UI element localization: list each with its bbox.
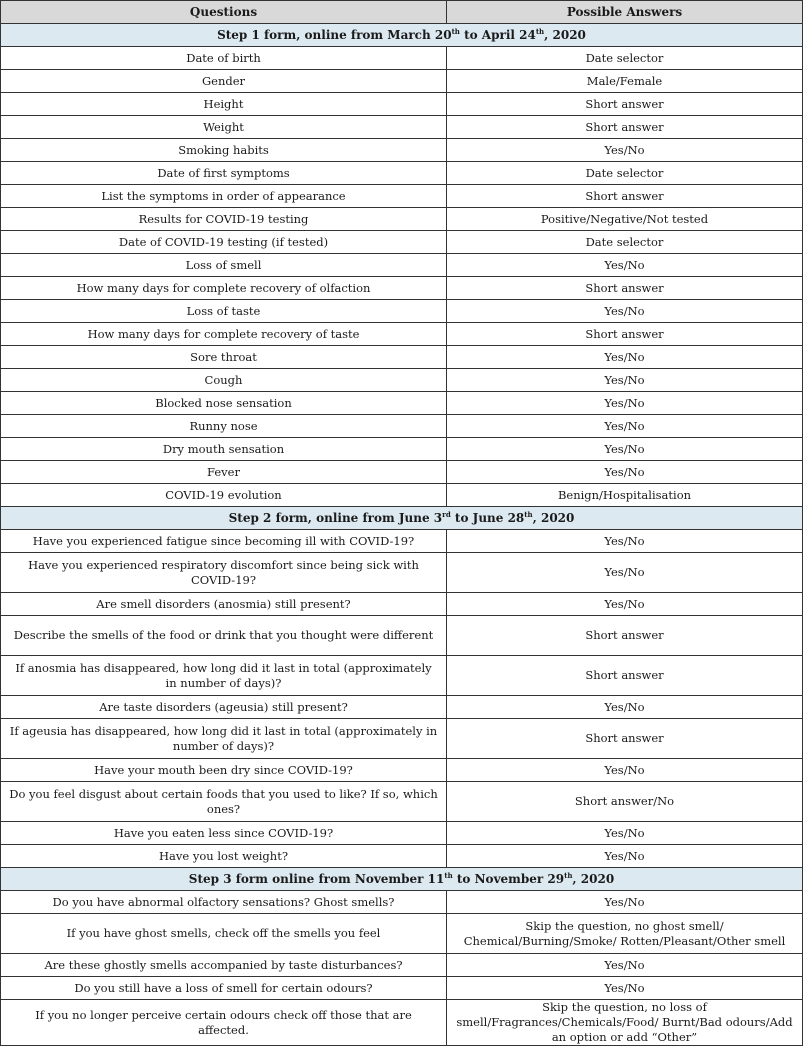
table-row (1, 656, 803, 696)
section-title-sup: th (564, 870, 573, 880)
question-cell: Loss of smell (1, 254, 447, 277)
question-cell: Smoking habits (1, 139, 447, 162)
answer-cell: Short answer (447, 719, 803, 759)
table-row (1, 231, 803, 254)
section-title-sup: th (451, 26, 460, 36)
table-row (1, 254, 803, 277)
section-row (1, 868, 803, 891)
section-title-end: , 2020 (532, 510, 575, 525)
answer-cell: Yes/No (447, 369, 803, 392)
table-row (1, 553, 803, 593)
answer-cell: Male/Female (447, 70, 803, 93)
answer-cell: Short answer (447, 616, 803, 656)
table-row (1, 116, 803, 139)
answer-cell: Short answer (447, 93, 803, 116)
table-row (1, 277, 803, 300)
answer-cell: Yes/No (447, 415, 803, 438)
question-cell: Do you feel disgust about certain foods that you used to like? If so, which ones? (1, 782, 447, 822)
section-title (1, 507, 803, 530)
answer-cell: Yes/No (447, 438, 803, 461)
answers-header: Possible Answers (447, 1, 803, 24)
answer-cell: Yes/No (447, 696, 803, 719)
table-row (1, 977, 803, 1000)
answer-cell: Date selector (447, 162, 803, 185)
section-title (1, 24, 803, 47)
answer-cell: Short answer (447, 185, 803, 208)
question-cell: Fever (1, 461, 447, 484)
table-row (1, 346, 803, 369)
table-row (1, 392, 803, 415)
table-row (1, 914, 803, 954)
question-cell: Height (1, 93, 447, 116)
answer-cell: Yes/No (447, 530, 803, 553)
answer-cell: Yes/No (447, 593, 803, 616)
table-row (1, 300, 803, 323)
question-cell: Sore throat (1, 346, 447, 369)
section-title-end: , 2020 (544, 27, 586, 42)
table-row (1, 616, 803, 656)
section-row (1, 24, 803, 47)
question-cell: If you have ghost smells, check off the smells you feel (1, 914, 447, 954)
section-title (1, 868, 803, 891)
answer-cell: Yes/No (447, 346, 803, 369)
table-row (1, 461, 803, 484)
answer-cell: Short answer (447, 116, 803, 139)
question-cell: If anosmia has disappeared, how long did it last in total (approximately in number of days)? (1, 656, 447, 696)
section-title-middle: to June 28 (450, 510, 525, 525)
question-cell: Are taste disorders (ageusia) still present? (1, 696, 447, 719)
answer-cell: Short answer (447, 277, 803, 300)
table-row (1, 530, 803, 553)
table-row (1, 323, 803, 346)
answer-cell: Date selector (447, 231, 803, 254)
question-cell: How many days for complete recovery of olfaction (1, 277, 447, 300)
question-cell: Are smell disorders (anosmia) still present? (1, 593, 447, 616)
table-row (1, 593, 803, 616)
table-row (1, 185, 803, 208)
answer-cell: Yes/No (447, 139, 803, 162)
answer-cell: Yes/No (447, 461, 803, 484)
question-cell: Cough (1, 369, 447, 392)
questions-header: Questions (1, 1, 447, 24)
answer-cell: Short answer (447, 323, 803, 346)
header-row (1, 1, 803, 24)
answer-cell: Yes/No (447, 954, 803, 977)
answer-cell: Skip the question, no loss of smell/Fragrances/Chemicals/Food/ Burnt/Bad odours/Add an option or add “Other” (447, 1000, 803, 1046)
section-title-sup: th (524, 509, 533, 519)
answer-cell: Yes/No (447, 300, 803, 323)
table-row (1, 759, 803, 782)
question-cell: Have you experienced respiratory discomfort since being sick with COVID-19? (1, 553, 447, 593)
question-cell: Gender (1, 70, 447, 93)
table-row (1, 845, 803, 868)
question-cell: Runny nose (1, 415, 447, 438)
question-cell: Do you still have a loss of smell for certain odours? (1, 977, 447, 1000)
question-cell: Have your mouth been dry since COVID-19? (1, 759, 447, 782)
table-row (1, 70, 803, 93)
table-row (1, 369, 803, 392)
answer-cell: Yes/No (447, 845, 803, 868)
answer-cell: Skip the question, no ghost smell/ Chemical/Burning/Smoke/ Rotten/Pleasant/Other smell (447, 914, 803, 954)
answer-cell: Date selector (447, 47, 803, 70)
section-title-start: Step 1 form, online from March 20 (217, 27, 452, 42)
answer-cell: Benign/Hospitalisation (447, 484, 803, 507)
section-title-sup: rd (442, 509, 451, 519)
section-title-sup: th (444, 870, 453, 880)
table-row (1, 139, 803, 162)
question-cell: Date of first symptoms (1, 162, 447, 185)
answer-cell: Yes/No (447, 759, 803, 782)
section-title-sup: th (535, 26, 545, 36)
question-cell: COVID-19 evolution (1, 484, 447, 507)
table-row (1, 47, 803, 70)
table-row (1, 93, 803, 116)
table-row (1, 696, 803, 719)
table-body (1, 24, 803, 1046)
question-cell: Weight (1, 116, 447, 139)
question-cell: If you no longer perceive certain odours check off those that are affected. (1, 1000, 447, 1046)
section-title-middle: to April 24 (459, 27, 536, 42)
question-cell: Results for COVID-19 testing (1, 208, 447, 231)
table-row (1, 415, 803, 438)
section-title-end: , 2020 (572, 871, 615, 886)
question-cell: Dry mouth sensation (1, 438, 447, 461)
table-row (1, 484, 803, 507)
section-row (1, 507, 803, 530)
question-cell: Date of COVID-19 testing (if tested) (1, 231, 447, 254)
question-cell: List the symptoms in order of appearance (1, 185, 447, 208)
question-cell: If ageusia has disappeared, how long did it last in total (approximately in number of days)? (1, 719, 447, 759)
question-cell: Blocked nose sensation (1, 392, 447, 415)
table-row (1, 782, 803, 822)
section-title-middle: to November 29 (452, 871, 565, 886)
answer-cell: Yes/No (447, 822, 803, 845)
answer-cell: Yes/No (447, 977, 803, 1000)
table-row (1, 719, 803, 759)
answer-cell: Short answer/No (447, 782, 803, 822)
answer-cell: Yes/No (447, 254, 803, 277)
question-cell: Have you experienced fatigue since becoming ill with COVID-19? (1, 530, 447, 553)
table-row (1, 891, 803, 914)
answer-cell: Yes/No (447, 891, 803, 914)
answer-cell: Positive/Negative/Not tested (447, 208, 803, 231)
question-cell: Loss of taste (1, 300, 447, 323)
answer-cell: Short answer (447, 656, 803, 696)
table-row (1, 208, 803, 231)
answer-cell: Yes/No (447, 553, 803, 593)
table-row (1, 438, 803, 461)
section-title-start: Step 3 form online from November 11 (188, 871, 445, 886)
table-row (1, 954, 803, 977)
question-cell: How many days for complete recovery of taste (1, 323, 447, 346)
answer-cell: Yes/No (447, 392, 803, 415)
question-cell: Have you lost weight? (1, 845, 447, 868)
question-cell: Date of birth (1, 47, 447, 70)
table-row (1, 822, 803, 845)
question-cell: Describe the smells of the food or drink that you thought were different (1, 616, 447, 656)
table-row (1, 162, 803, 185)
section-title-start: Step 2 form, online from June 3 (228, 510, 443, 525)
question-cell: Have you eaten less since COVID-19? (1, 822, 447, 845)
question-cell: Do you have abnormal olfactory sensations? Ghost smells? (1, 891, 447, 914)
question-cell: Are these ghostly smells accompanied by taste disturbances? (1, 954, 447, 977)
